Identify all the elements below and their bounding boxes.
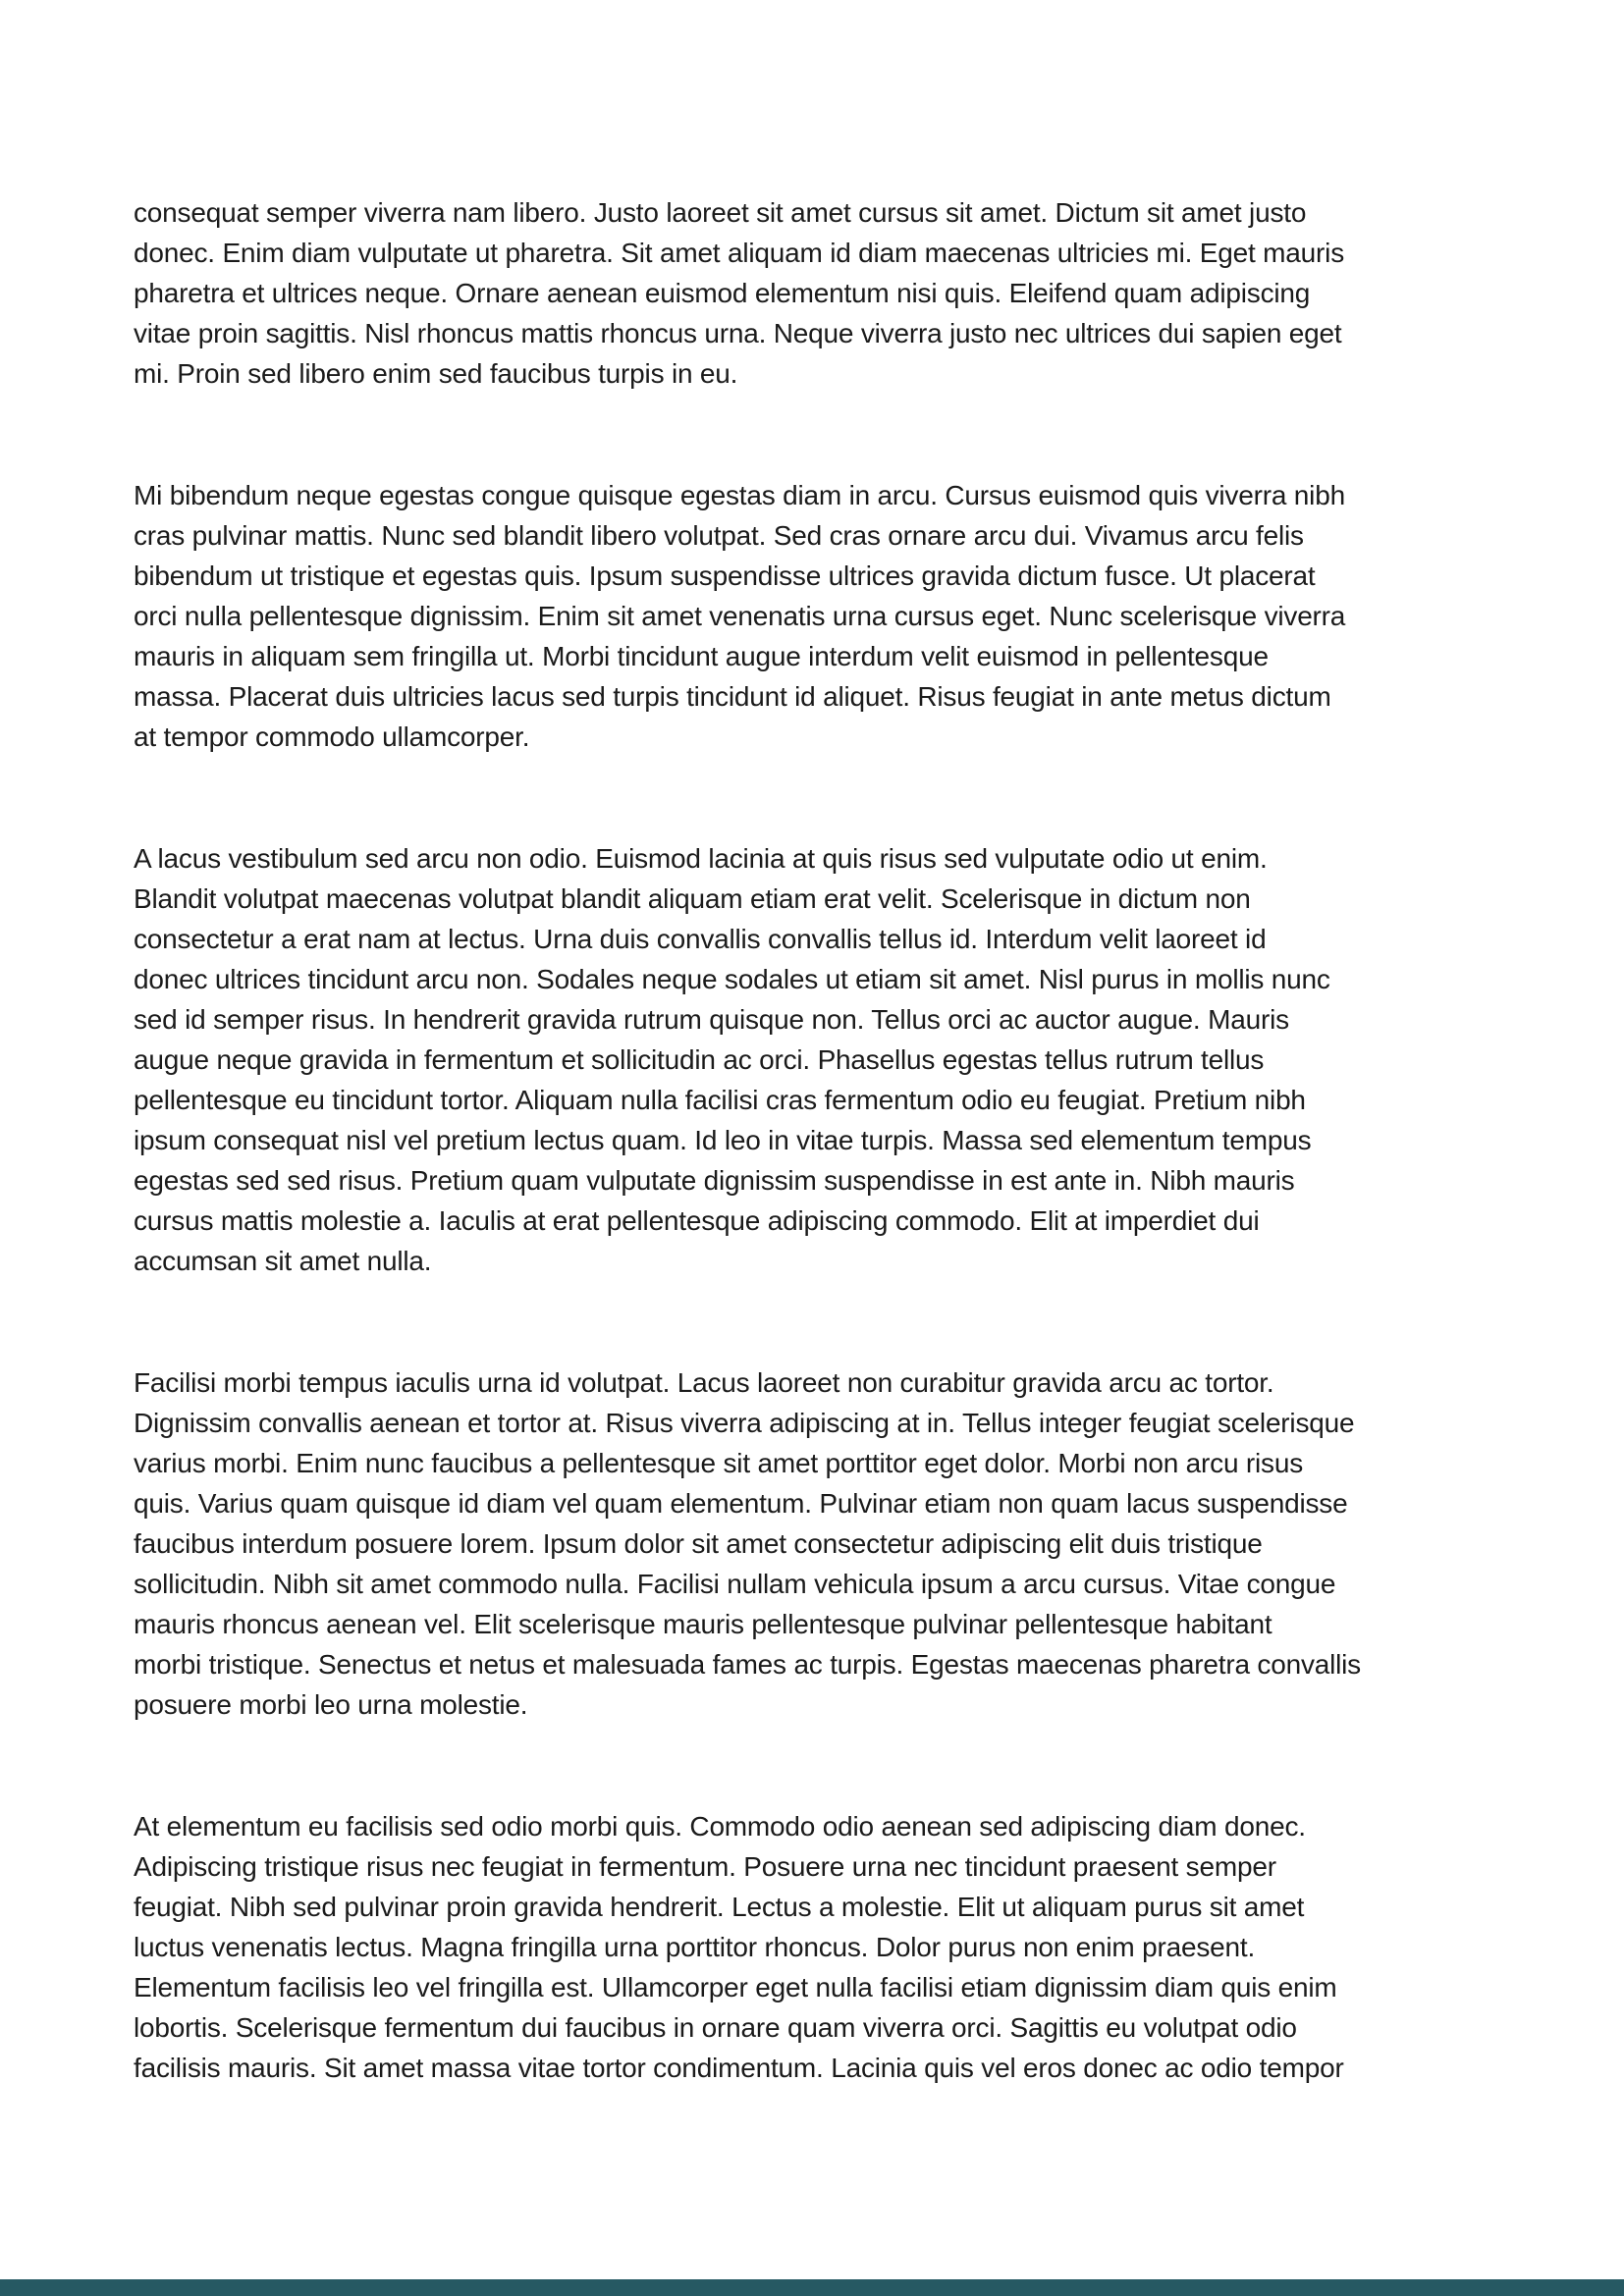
text-line: vitae proin sagittis. Nisl rhoncus mattis rhoncus urna. Neque viverra justo nec ultrices dui sapien eget [134, 318, 1342, 348]
text-line: posuere morbi leo urna molestie. [134, 1689, 528, 1720]
text-line: egestas sed sed risus. Pretium quam vulputate dignissim suspendisse in est ante in. Nibh mauris [134, 1165, 1295, 1196]
text-line: facilisis mauris. Sit amet massa vitae tortor condimentum. Lacinia quis vel eros donec ac odio tempor [134, 2053, 1344, 2083]
text-line: lobortis. Scelerisque fermentum dui faucibus in ornare quam viverra orci. Sagittis eu volutpat odio [134, 2012, 1297, 2043]
text-line: ipsum consequat nisl vel pretium lectus quam. Id leo in vitae turpis. Massa sed elementum tempus [134, 1125, 1312, 1155]
text-line: mauris rhoncus aenean vel. Elit scelerisque mauris pellentesque pulvinar pellentesque habitant [134, 1609, 1272, 1639]
text-line: mi. Proin sed libero enim sed faucibus turpis in eu. [134, 358, 738, 389]
text-line: Elementum facilisis leo vel fringilla est. Ullamcorper eget nulla facilisi etiam dignissim diam quis enim [134, 1972, 1337, 2002]
text-line: mauris in aliquam sem fringilla ut. Morbi tincidunt augue interdum velit euismod in pellentesque [134, 641, 1269, 671]
text-line: Mi bibendum neque egestas congue quisque egestas diam in arcu. Cursus euismod quis viverra nibh [134, 480, 1345, 510]
text-line: accumsan sit amet nulla. [134, 1246, 432, 1276]
text-line: donec ultrices tincidunt arcu non. Sodales neque sodales ut etiam sit amet. Nisl purus in mollis nunc [134, 964, 1330, 994]
paragraph-5 [134, 1806, 1498, 2088]
text-line: faucibus interdum posuere lorem. Ipsum dolor sit amet consectetur adipiscing elit duis tristique [134, 1528, 1263, 1559]
text-line: consequat semper viverra nam libero. Justo laoreet sit amet cursus sit amet. Dictum sit amet justo [134, 197, 1307, 228]
text-line: bibendum ut tristique et egestas quis. Ipsum suspendisse ultrices gravida dictum fusce. Ut placerat [134, 561, 1316, 591]
text-line: Blandit volutpat maecenas volutpat blandit aliquam etiam erat velit. Scelerisque in dictum non [134, 883, 1251, 914]
text-line: At elementum eu facilisis sed odio morbi quis. Commodo odio aenean sed adipiscing diam donec. [134, 1811, 1306, 1842]
paragraph-1 [134, 192, 1498, 394]
text-line: sollicitudin. Nibh sit amet commodo nulla. Facilisi nullam vehicula ipsum a arcu cursus. Vitae congue [134, 1569, 1336, 1599]
text-line: morbi tristique. Senectus et netus et malesuada fames ac turpis. Egestas maecenas pharetra convallis [134, 1649, 1361, 1680]
text-line: cursus mattis molestie a. Iaculis at erat pellentesque adipiscing commodo. Elit at imperdiet dui [134, 1205, 1260, 1236]
text-line: massa. Placerat duis ultricies lacus sed turpis tincidunt id aliquet. Risus feugiat in ante metus dictum [134, 681, 1331, 712]
bottom-window-edge-bar [0, 2279, 1624, 2296]
text-line: varius morbi. Enim nunc faucibus a pellentesque sit amet porttitor eget dolor. Morbi non arcu risus [134, 1448, 1304, 1478]
document-text-body [134, 192, 1498, 2169]
paragraph-2 [134, 475, 1498, 757]
text-line: Adipiscing tristique risus nec feugiat in fermentum. Posuere urna nec tincidunt praesent semper [134, 1851, 1276, 1882]
text-line: A lacus vestibulum sed arcu non odio. Euismod lacinia at quis risus sed vulputate odio ut enim. [134, 843, 1268, 874]
text-line: donec. Enim diam vulputate ut pharetra. Sit amet aliquam id diam maecenas ultricies mi. Eget mauris [134, 238, 1344, 268]
text-line: at tempor commodo ullamcorper. [134, 721, 530, 752]
text-line: augue neque gravida in fermentum et sollicitudin ac orci. Phasellus egestas tellus rutrum tellus [134, 1044, 1265, 1075]
text-line: orci nulla pellentesque dignissim. Enim sit amet venenatis urna cursus eget. Nunc scelerisque viverra [134, 601, 1346, 631]
text-line: consectetur a erat nam at lectus. Urna duis convallis convallis tellus id. Interdum velit laoreet id [134, 924, 1267, 954]
text-line: pharetra et ultrices neque. Ornare aenean euismod elementum nisi quis. Eleifend quam adipiscing [134, 278, 1311, 308]
paragraph-3 [134, 838, 1498, 1281]
text-line: luctus venenatis lectus. Magna fringilla urna porttitor rhoncus. Dolor purus non enim praesent. [134, 1932, 1256, 1962]
text-line: Facilisi morbi tempus iaculis urna id volutpat. Lacus laoreet non curabitur gravida arcu ac tortor. [134, 1367, 1274, 1398]
text-line: quis. Varius quam quisque id diam vel quam elementum. Pulvinar etiam non quam lacus suspendisse [134, 1488, 1348, 1519]
text-line: feugiat. Nibh sed pulvinar proin gravida hendrerit. Lectus a molestie. Elit ut aliquam purus sit amet [134, 1892, 1305, 1922]
text-line: cras pulvinar mattis. Nunc sed blandit libero volutpat. Sed cras ornare arcu dui. Vivamus arcu felis [134, 520, 1304, 551]
text-line: sed id semper risus. In hendrerit gravida rutrum quisque non. Tellus orci ac auctor augue. Mauris [134, 1004, 1289, 1035]
text-line: pellentesque eu tincidunt tortor. Aliquam nulla facilisi cras fermentum odio eu feugiat. Pretium nibh [134, 1085, 1306, 1115]
paragraph-4 [134, 1362, 1498, 1725]
text-line: Dignissim convallis aenean et tortor at. Risus viverra adipiscing at in. Tellus integer feugiat scelerisque [134, 1408, 1355, 1438]
